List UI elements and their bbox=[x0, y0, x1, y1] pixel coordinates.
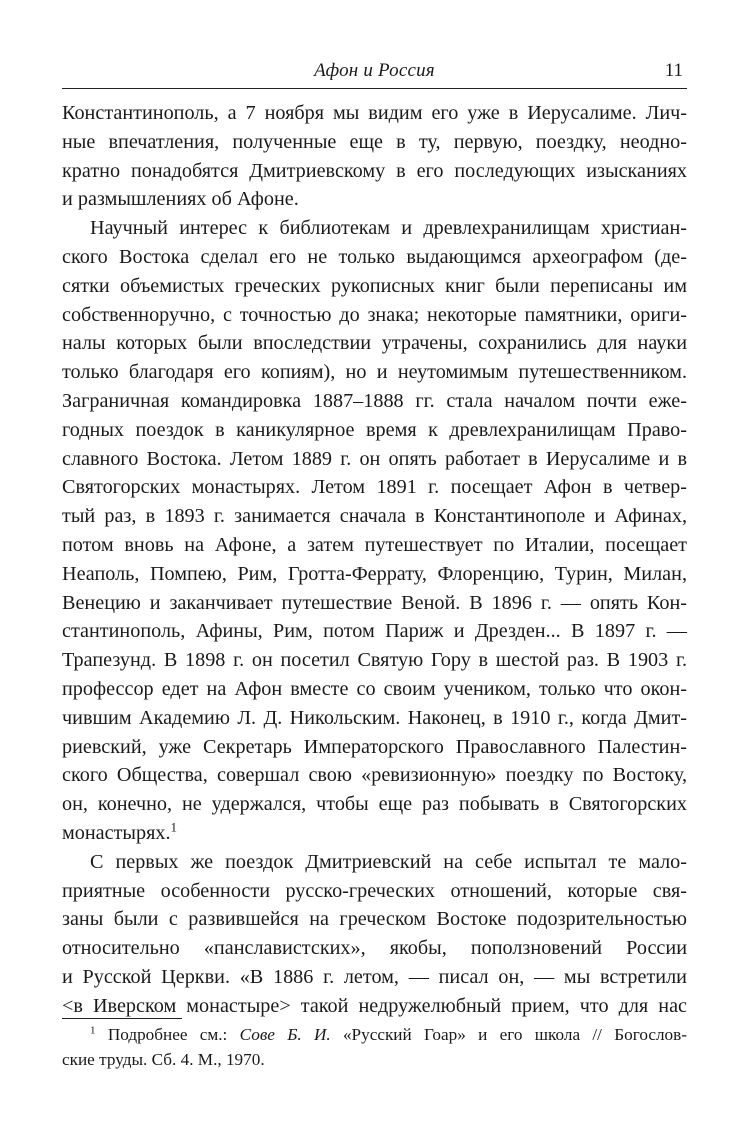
text-line: кратно понадобятся Дмитриевскому в его последующих изысканиях bbox=[62, 159, 687, 182]
running-title: Афон и Россия bbox=[314, 60, 435, 81]
header-rule bbox=[62, 88, 687, 89]
footnote-author: Сове Б. И. bbox=[239, 1025, 331, 1044]
text-line: и размышлениях об Афоне. bbox=[62, 188, 299, 211]
text-line: Неаполь, Помпею, Рим, Гротта-Феррату, Флоренцию, Турин, Милан, bbox=[62, 562, 687, 585]
text-line: только благодаря его копиям), но и неутомимым путешественником. bbox=[62, 361, 687, 384]
page-number: 11 bbox=[664, 60, 683, 81]
footnote bbox=[62, 1022, 687, 1072]
text-line: заны были с развившейся на греческом Востоке подозрительностью bbox=[62, 908, 687, 931]
footnote-prefix: Подробнее см.: bbox=[107, 1025, 240, 1044]
text-line: славного Востока. Летом 1889 г. он опять работает в Иерусалиме и в bbox=[62, 447, 687, 470]
text-line: ные впечатления, полученные еще в ту, первую, поездку, неодно- bbox=[62, 130, 687, 153]
body-text bbox=[62, 99, 687, 1021]
text-line: Научный интерес к библиотекам и древлехранилищам христиан- bbox=[90, 217, 687, 240]
paragraph-2 bbox=[62, 214, 687, 848]
text-line: потом вновь на Афоне, а затем путешествует по Италии, посещает bbox=[62, 533, 687, 556]
text-line: ского Востока сделал его не только выдающимся археографом (де- bbox=[62, 245, 687, 268]
text-line: Венецию и заканчивает путешествие Веной. В 1896 г. — опять Кон- bbox=[62, 591, 687, 614]
footnote-line-2: ские труды. Сб. 4. М., 1970. bbox=[62, 1050, 265, 1069]
text-line: С первых же поездок Дмитриевский на себе испытал те мало- bbox=[90, 850, 687, 873]
footnote-mark: 1 bbox=[90, 1024, 96, 1037]
text-line: Константинополь, а 7 ноября мы видим его уже в Иерусалиме. Лич- bbox=[62, 102, 687, 124]
text-line: относительно «панславистских», якобы, поползновений России bbox=[62, 937, 687, 960]
footnote-line-1 bbox=[62, 1022, 687, 1047]
text-line: собственноручно, с точностью до знака; некоторые памятники, ориги- bbox=[62, 303, 687, 326]
text-line-content: монастырях. bbox=[62, 821, 171, 844]
text-line: чившим Академию Л. Д. Никольским. Наконец, в 1910 г., когда Дмит- bbox=[62, 706, 687, 729]
footnote-rule bbox=[62, 1018, 182, 1019]
text-line: стантинополь, Афины, Рим, потом Париж и Дрезден... В 1897 г. — bbox=[62, 620, 687, 643]
paragraph-1 bbox=[62, 99, 687, 214]
text-line: Заграничная командировка 1887–1888 гг. стала началом почти еже- bbox=[62, 389, 687, 412]
footnote-title: «Русский Гоар» и его школа // Богослов- bbox=[330, 1025, 687, 1044]
running-head bbox=[62, 60, 687, 88]
text-line: Трапезунд. В 1898 г. он посетил Святую Гору в шестой раз. В 1903 г. bbox=[62, 649, 687, 672]
paragraph-3 bbox=[62, 848, 687, 1021]
text-line: профессор едет на Афон вместе со своим учеником, только что окон- bbox=[62, 677, 687, 700]
text-line: Святогорских монастырях. Летом 1891 г. посещает Афон в четвер- bbox=[62, 476, 687, 499]
text-line: тый раз, в 1893 г. занимается сначала в Константинополе и Афинах, bbox=[62, 505, 687, 528]
text-line: он, конечно, не удержался, чтобы еще раз побывать в Святогорских bbox=[62, 793, 687, 816]
text-line: и Русской Церкви. «В 1886 г. летом, — писал он, — мы встретили bbox=[62, 965, 687, 988]
text-line-last bbox=[62, 819, 687, 848]
text-line: <в Иверском монастыре> такой недружелюбный прием, что для нас bbox=[62, 994, 687, 1017]
text-line: риевский, уже Секретарь Императорского Православного Палестин- bbox=[62, 735, 687, 758]
text-line: ского Общества, совершал свою «ревизионную» поездку по Востоку, bbox=[62, 764, 687, 787]
text-line: приятные особенности русско-греческих отношений, которые свя- bbox=[62, 879, 687, 902]
text-line: сятки объемистых греческих рукописных книг были переписаны им bbox=[62, 274, 687, 297]
text-line: годных поездок в каникулярное время к древлехранилищам Право- bbox=[62, 418, 687, 441]
footnote-reference[interactable]: 1 bbox=[170, 819, 177, 835]
text-line: налы которых были впоследствии утрачены, сохранились для науки bbox=[62, 332, 687, 355]
